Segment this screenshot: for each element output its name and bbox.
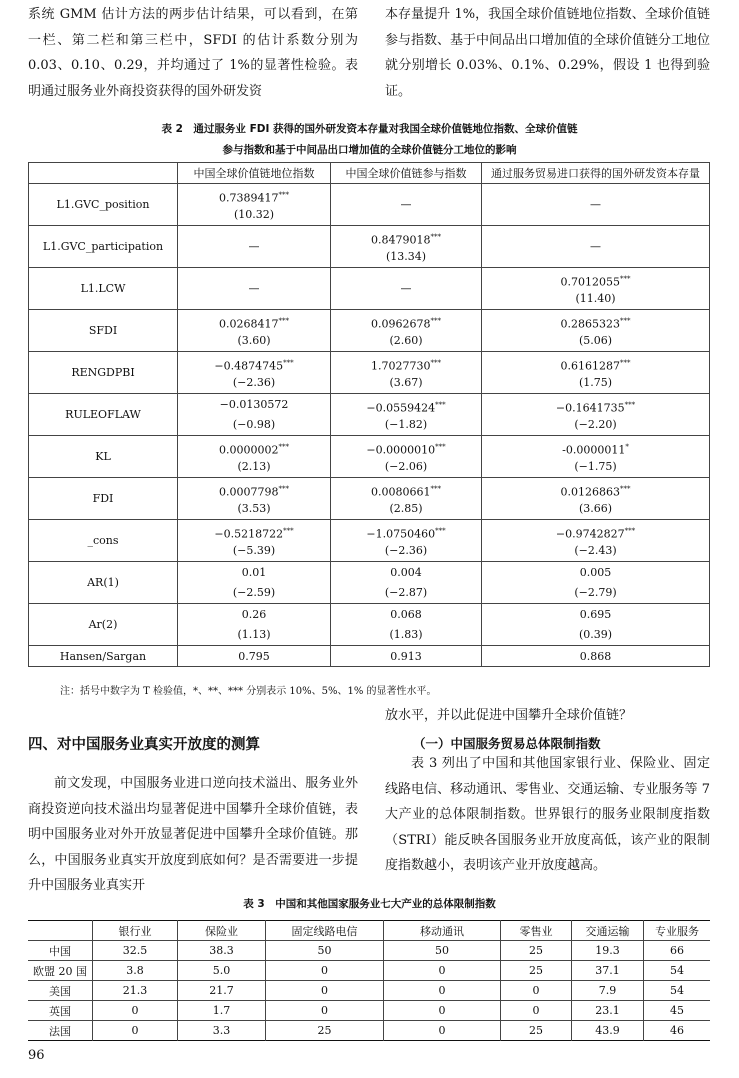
table2-coef-value: −0.5218722: [214, 527, 284, 541]
table2-cell: 0.795: [178, 646, 331, 667]
table2-coef: [482, 563, 709, 583]
table2-significance: ***: [283, 358, 294, 367]
table2-row: [29, 226, 710, 268]
table2-header-col1: 中国全球价值链地位指数: [178, 163, 331, 184]
table2-tvalue: (1.83): [389, 627, 423, 641]
table2-cell: [482, 184, 710, 226]
table2-row-hansen: [29, 646, 710, 667]
table3-cell: 37.1: [572, 961, 644, 981]
table2-coef: [178, 353, 330, 373]
page-number: 96: [28, 1048, 45, 1063]
table3-row: [28, 941, 710, 961]
table2-coef: [482, 269, 709, 289]
table2-significance: ***: [435, 400, 446, 409]
table2-coef: [482, 521, 709, 541]
table2-row: [29, 268, 710, 310]
table3-row: [28, 1001, 710, 1021]
table3-cell: 1.7: [178, 1001, 266, 1021]
table2-tvalue: (3.66): [578, 501, 613, 515]
table2-coef-value: 0.0962678: [371, 317, 431, 331]
table2-cell: [178, 352, 331, 394]
table2-significance: ***: [278, 484, 289, 493]
table2-cell: [482, 268, 710, 310]
table3-header-row: [28, 921, 710, 941]
table2-coef: [331, 563, 481, 583]
table2-cell: [482, 310, 710, 352]
table2-coef-value: −0.0559424: [366, 401, 436, 415]
left-paragraph-text: 前文发现，中国服务业进口逆向技术溢出、服务业外商投资逆向技术溢出均显著促进中国攀升全球价值链，表明中国服务业对外开放显著促进中国攀升全球价值链。那么，中国服务业真实开放度到底如何？是否需要进一步提升中国服务业真实开: [28, 776, 358, 893]
table2-row-label: Hansen/Sargan: [29, 646, 178, 667]
table2-tvalue: (−2.06): [384, 459, 428, 473]
table2-row-label: SFDI: [29, 310, 178, 352]
table3-cell: 3.3: [178, 1021, 266, 1041]
table2-cell: [331, 226, 482, 268]
table2-tvalue: (−1.82): [384, 417, 428, 431]
table2-coef-value: −0.4874745: [214, 359, 284, 373]
table2-row-label: FDI: [29, 478, 178, 520]
table2-row: [29, 184, 710, 226]
table2-tvalue: (−2.36): [232, 375, 276, 389]
table2-caption-line1: 表 2 通过服务业 FDI 获得的国外研发资本存量对我国全球价值链地位指数、全球价值链: [161, 123, 578, 135]
table2-coef: [482, 353, 709, 373]
table2-cell: [331, 394, 482, 436]
table2-tvalue: (1.75): [578, 375, 613, 389]
table2-coef: [331, 395, 481, 415]
table3-country: 欧盟 20 国: [28, 961, 93, 981]
table2-body: [29, 184, 710, 667]
table2-coef: [482, 237, 709, 257]
table2-coef: [331, 605, 481, 625]
table2-significance: ***: [430, 358, 441, 367]
table2-coef: [331, 437, 481, 457]
table3-cell: 38.3: [178, 941, 266, 961]
table2-cell: [482, 226, 710, 268]
table3-country: 英国: [28, 1001, 93, 1021]
table3-cell: 25: [501, 1021, 572, 1041]
table3-cell: 0: [501, 981, 572, 1001]
table2-tvalue: (0.39): [578, 627, 613, 641]
table2-coef: [178, 185, 330, 205]
table3-cell: 25: [266, 1021, 384, 1041]
table2-significance: ***: [278, 190, 289, 199]
table2-tvalue: (11.40): [575, 291, 616, 305]
table2-coef-value: 0.0080661: [371, 485, 431, 499]
table2-coef-value: 0.7389417: [219, 191, 279, 205]
table2-cell: [178, 184, 331, 226]
table2-coef-value: —: [590, 197, 601, 211]
table3-row: [28, 981, 710, 1001]
table3-cell: 3.8: [93, 961, 178, 981]
table2-coef: [331, 227, 481, 247]
table3-cell: 0: [266, 1001, 384, 1021]
table2-tvalue: (−2.79): [574, 585, 617, 599]
table2-coef: [482, 479, 709, 499]
table3-row: [28, 1021, 710, 1041]
table2-header-blank: [29, 163, 178, 184]
table2-coef: [482, 395, 709, 415]
table2-coef-value: 0.068: [390, 607, 422, 621]
table2-coef-value: 0.005: [579, 565, 612, 579]
table2-tvalue: (5.06): [578, 333, 613, 347]
table2-coef-value: 0.01: [241, 565, 267, 579]
table2-significance: ***: [278, 316, 289, 325]
table2-cell: [482, 520, 710, 562]
table3-cell: 0: [384, 961, 501, 981]
table2-coef-value: 0.26: [241, 607, 267, 621]
table2-significance: ***: [283, 526, 294, 535]
table2-header-row: [29, 163, 710, 184]
table2-coef: [178, 311, 330, 331]
table2-row-label: L1.GVC_participation: [29, 226, 178, 268]
table2-coef: [331, 195, 481, 215]
table2-tvalue: (3.67): [389, 375, 423, 389]
table2-coef: [178, 605, 330, 625]
table2-coef: [331, 311, 481, 331]
table2-row: [29, 478, 710, 520]
table3-header-mobile: 移动通讯: [384, 921, 501, 941]
table2-tvalue: (1.13): [237, 627, 271, 641]
table2-significance: ***: [620, 484, 631, 493]
table3-cell: 46: [644, 1021, 711, 1041]
table2-cell: 0.868: [482, 646, 710, 667]
table3-cell: 0: [384, 1021, 501, 1041]
table2-row: [29, 310, 710, 352]
table2-row: [29, 562, 710, 604]
table3-header-insurance: 保险业: [178, 921, 266, 941]
table2-row: [29, 436, 710, 478]
table3-cell: 19.3: [572, 941, 644, 961]
table3-body: [28, 941, 710, 1041]
table2-coef-value: —: [400, 197, 412, 211]
table2-coef-value: 0.0268417: [219, 317, 279, 331]
table2-row-label: L1.LCW: [29, 268, 178, 310]
table3: [28, 920, 710, 1041]
table2-coef-value: −0.9742827: [555, 527, 625, 541]
table2-row-label: KL: [29, 436, 178, 478]
table2-significance: *: [625, 442, 629, 451]
table2-coef: [331, 353, 481, 373]
table2-coef-value: 0.0007798: [219, 485, 279, 499]
top-right-paragraph: [385, 2, 710, 104]
table2-coef-value: 0.004: [390, 565, 422, 579]
table3-header-professional: 专业服务: [644, 921, 711, 941]
table3-cell: 66: [644, 941, 711, 961]
table3-cell: 23.1: [572, 1001, 644, 1021]
table2-tvalue: (3.53): [237, 501, 271, 515]
table2-tvalue: (2.60): [389, 333, 423, 347]
table2-significance: ***: [624, 526, 636, 535]
table3-row: [28, 961, 710, 981]
table3-cell: 0: [501, 1001, 572, 1021]
table3-country: 中国: [28, 941, 93, 961]
table2-significance: ***: [430, 316, 441, 325]
table2-coef-value: −0.0000010: [366, 443, 436, 457]
table3-cell: 0: [384, 1001, 501, 1021]
table2-coef: [178, 237, 330, 257]
table2-cell: [331, 520, 482, 562]
table2-coef: [482, 605, 709, 625]
table2-row-label: RENGDPBI: [29, 352, 178, 394]
table3-country: 美国: [28, 981, 93, 1001]
right-paragraph: [385, 751, 710, 879]
table2-coef-value: 0.0000002: [219, 443, 279, 457]
table3-cell: 0: [266, 981, 384, 1001]
table2-coef: [178, 395, 330, 415]
table2-cell: [482, 562, 710, 604]
table2-significance: ***: [435, 442, 446, 451]
top-right-text: 本存量提升 1%，我国全球价值链地位指数、全球价值链参与指数、基于中间品出口增加值的全球价值链分工地位就分别增长 0.03%、0.1%、0.29%，假设 1 也得到验证。: [385, 7, 711, 99]
table2-cell: [331, 352, 482, 394]
table2-cell: [178, 478, 331, 520]
table2-coef-value: —: [400, 281, 412, 295]
table2-header-col2: 中国全球价值链参与指数: [331, 163, 482, 184]
table2-cell: [482, 352, 710, 394]
table2-cell: [331, 184, 482, 226]
table3-cell: 0: [93, 1021, 178, 1041]
table2-row: [29, 394, 710, 436]
table2-coef: [331, 279, 481, 299]
table3-header-retail: 零售业: [501, 921, 572, 941]
table3-cell: 0: [93, 1001, 178, 1021]
table3-cell: 54: [644, 961, 711, 981]
table2-coef-value: 0.695: [579, 607, 612, 621]
table2-significance: ***: [278, 442, 289, 451]
table2-coef: [331, 479, 481, 499]
table2-cell: [178, 562, 331, 604]
table2-tvalue: (−2.20): [574, 417, 617, 431]
table2-tvalue: (−5.39): [232, 543, 276, 557]
table2-cell: [482, 604, 710, 646]
table2-row: [29, 520, 710, 562]
table2-note: 注：括号中数字为 T 检验值，*、**、*** 分别表示 10%、5%、1% 的显著性水平。: [60, 686, 437, 697]
table2-coef: [331, 521, 481, 541]
table2-coef-value: 0.8479018: [371, 233, 431, 247]
table3-cell: 21.3: [93, 981, 178, 1001]
table3-cell: 21.7: [178, 981, 266, 1001]
section-title: 四、对中国服务业真实开放度的测算: [28, 737, 260, 753]
table2-cell: [178, 268, 331, 310]
table3-cell: 54: [644, 981, 711, 1001]
right-continuation-text: 放水平，并以此促进中国攀升全球价值链？: [385, 708, 633, 723]
table2-coef-value: 0.2865323: [560, 317, 620, 331]
table2-coef-value: —: [590, 239, 601, 253]
table2-coef-value: —: [248, 239, 260, 253]
table2-coef: [178, 279, 330, 299]
table2-coef: [482, 311, 709, 331]
table3-header-transport: 交通运输: [572, 921, 644, 941]
table2-cell: [178, 520, 331, 562]
table2-row: [29, 352, 710, 394]
table2-coef-value: −1.0750460: [366, 527, 436, 541]
table2-coef: [482, 437, 709, 457]
table2-cell: [178, 310, 331, 352]
table2-significance: ***: [435, 526, 446, 535]
table2-significance: ***: [430, 484, 441, 493]
table2-tvalue: (2.13): [237, 459, 271, 473]
table2-cell: [482, 394, 710, 436]
table2-coef: [178, 521, 330, 541]
table2-cell: [178, 394, 331, 436]
table2-significance: ***: [624, 400, 636, 409]
table2-tvalue: (−2.59): [232, 585, 276, 599]
table3-cell: 50: [266, 941, 384, 961]
table2-tvalue: (13.34): [385, 249, 427, 263]
table2-cell: [178, 226, 331, 268]
table2-cell: [331, 268, 482, 310]
table3-cell: 0: [266, 961, 384, 981]
table3-cell: 5.0: [178, 961, 266, 981]
table2-tvalue: (−2.36): [384, 543, 428, 557]
table2-header-col3: 通过服务贸易进口获得的国外研发资本存量: [482, 163, 710, 184]
table2-coef-value: −0.1641735: [555, 401, 625, 415]
table2-cell: [482, 436, 710, 478]
table2-cell: [331, 604, 482, 646]
table3-cell: 25: [501, 961, 572, 981]
subsection-title: （一）中国服务贸易总体限制指数: [413, 736, 601, 751]
table2-cell: [331, 436, 482, 478]
table2-cell: [331, 310, 482, 352]
table2-coef: [178, 563, 330, 583]
table3-cell: 43.9: [572, 1021, 644, 1041]
table2-row-label: RULEOFLAW: [29, 394, 178, 436]
table2-coef: [482, 195, 709, 215]
top-left-text: 系统 GMM 估计方法的两步估计结果，可以看到，在第一栏、第二栏和第三栏中，SFDI 的估计系数分别为 0.03、0.10、0.29，并均通过了 1%的显著性检验。表明通过服务业外商投资获得的国外研发资: [28, 7, 358, 99]
table3-cell: 25: [501, 941, 572, 961]
table2-coef-value: 0.0126863: [560, 485, 620, 499]
table3-caption: 表 3 中国和其他国家服务业七大产业的总体限制指数: [243, 898, 496, 910]
table2-coef-value: 0.7012055: [560, 275, 620, 289]
table3-header-banking: 银行业: [93, 921, 178, 941]
table3-cell: 50: [384, 941, 501, 961]
table3-header-fixed-telecom: 固定线路电信: [266, 921, 384, 941]
table2-coef-value: 0.6161287: [560, 359, 620, 373]
table2-significance: ***: [430, 232, 441, 241]
table2-significance: ***: [620, 358, 631, 367]
table2-cell: [331, 478, 482, 520]
right-continuation: [385, 703, 710, 729]
table2-coef-value: -0.0000011: [562, 443, 626, 457]
table2: [28, 162, 710, 667]
table2-caption-line2: 参与指数和基于中间品出口增加值的全球价值链分工地位的影响: [222, 144, 517, 156]
table2-tvalue: (3.60): [237, 333, 271, 347]
table2-row-label: Ar(2): [29, 604, 178, 646]
table2-cell: [331, 562, 482, 604]
table3-header-blank: [28, 921, 93, 941]
table2-coef: [178, 479, 330, 499]
table2-significance: ***: [620, 316, 631, 325]
top-left-paragraph: [28, 2, 358, 104]
table2-row: [29, 604, 710, 646]
table2-coef-value: —: [248, 281, 260, 295]
table2-tvalue: (2.85): [389, 501, 423, 515]
table2-tvalue: (−2.43): [574, 543, 617, 557]
table2-significance: ***: [620, 274, 631, 283]
table2-cell: [482, 478, 710, 520]
table2-cell: [178, 604, 331, 646]
table2-tvalue: (10.32): [233, 207, 275, 221]
table2-tvalue: (−1.75): [574, 459, 617, 473]
table2-tvalue: (−0.98): [232, 417, 276, 431]
table2-coef-value: −0.0130572: [219, 397, 289, 411]
table2-row-label: L1.GVC_position: [29, 184, 178, 226]
table3-cell: 0: [384, 981, 501, 1001]
right-paragraph-text: 表 3 列出了中国和其他国家银行业、保险业、固定线路电信、移动通讯、零售业、交通运输、专业服务等 7 大产业的总体限制指数。世界银行的服务业限制度指数（STRI）能反映各国服务业开放度高低，该产业的限制度指数越小，表明该产业开放度越高。: [385, 756, 710, 873]
table3-cell: 32.5: [93, 941, 178, 961]
table3-country: 法国: [28, 1021, 93, 1041]
table2-coef-value: 1.7027730: [371, 359, 431, 373]
table2-row-label: AR(1): [29, 562, 178, 604]
table2-cell: 0.913: [331, 646, 482, 667]
table3-cell: 7.9: [572, 981, 644, 1001]
table2-cell: [178, 436, 331, 478]
table2-tvalue: (−2.87): [384, 585, 428, 599]
left-paragraph: [28, 771, 358, 899]
table3-cell: 45: [644, 1001, 711, 1021]
table2-coef: [178, 437, 330, 457]
table2-row-label: _cons: [29, 520, 178, 562]
